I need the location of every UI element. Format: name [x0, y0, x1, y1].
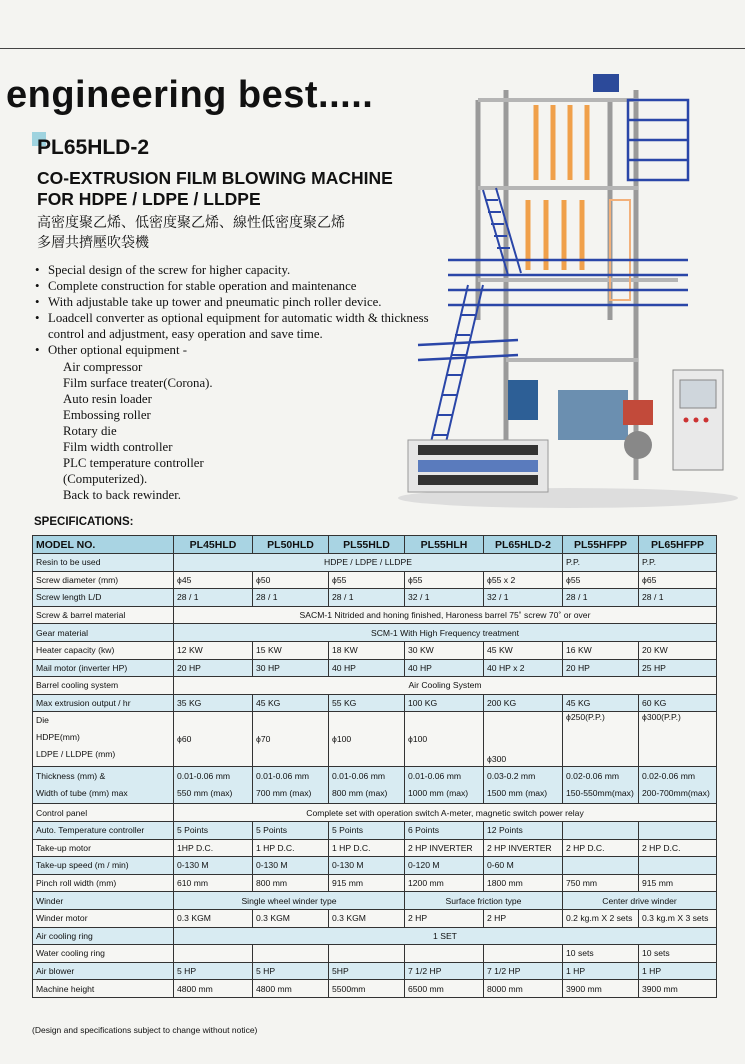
table-cell: 6 Points — [405, 821, 484, 839]
table-cell: 2 HP — [484, 909, 563, 927]
optional-equipment-group — [33, 359, 433, 504]
table-cell: Center drive winder — [563, 892, 717, 910]
table-cell: 0-130 M — [253, 857, 329, 875]
table-cell: 0-130 M — [174, 857, 253, 875]
table-cell: 35 KG — [174, 694, 253, 712]
table-cell: ϕ300 — [484, 712, 563, 767]
optional-equipment-item: Film surface treater(Corona). — [63, 375, 213, 390]
table-cell: P.P. — [563, 554, 639, 572]
table-row — [33, 589, 717, 607]
feature-item: • Loadcell converter as optional equipment for automatic width & thickness control and adjustment, easy operation and save time. — [33, 310, 433, 342]
table-cell: Surface friction type — [405, 892, 563, 910]
row-label: Barrel cooling system — [33, 677, 174, 695]
optional-equipment-item: Embossing roller — [63, 407, 151, 422]
table-cell: 7 1/2 HP — [405, 962, 484, 980]
table-cell: 100 KG — [405, 694, 484, 712]
table-cell: 7 1/2 HP — [484, 962, 563, 980]
table-cell: ϕ55 — [329, 571, 405, 589]
table-row — [33, 624, 717, 642]
table-cell: 18 KW — [329, 641, 405, 659]
row-label: Screw diameter (mm) — [33, 571, 174, 589]
table-cell — [639, 821, 717, 839]
header-model: PL55HFPP — [563, 536, 639, 554]
thickness-label: Thickness (mm) & — [36, 771, 106, 782]
table-cell: 60 KG — [639, 694, 717, 712]
table-cell: 2 HP — [405, 909, 484, 927]
feature-item: • Other optional equipment - — [33, 342, 433, 358]
table-cell: 30 KW — [405, 641, 484, 659]
table-row — [33, 554, 717, 572]
table-cell: 0.01-0.06 mm 800 mm (max) — [329, 767, 405, 804]
table-row — [33, 945, 717, 963]
model-name: PL65HLD-2 — [37, 136, 150, 159]
table-cell — [563, 857, 639, 875]
table-cell: 1 HP — [563, 962, 639, 980]
table-cell: ϕ300(P.P.) — [639, 712, 717, 767]
table-cell: 0.3 KGM — [329, 909, 405, 927]
table-row — [33, 659, 717, 677]
product-title-line1: CO-EXTRUSION FILM BLOWING MACHINE — [37, 168, 393, 188]
table-cell: 915 mm — [639, 874, 717, 892]
table-cell: 45 KG — [563, 694, 639, 712]
table-cell: ϕ55 x 2 — [484, 571, 563, 589]
table-cell — [639, 857, 717, 875]
table-cell: 0.3 KGM — [253, 909, 329, 927]
table-cell: 4800 mm — [253, 980, 329, 998]
row-label: Machine height — [33, 980, 174, 998]
table-cell: 28 / 1 — [253, 589, 329, 607]
table-cell: 0.01-0.06 mm 1000 mm (max) — [405, 767, 484, 804]
table-cell — [405, 945, 484, 963]
header-model: PL55HLH — [405, 536, 484, 554]
table-row — [33, 571, 717, 589]
row-label: Auto. Temperature controller — [33, 821, 174, 839]
table-cell: 5HP — [329, 962, 405, 980]
width-label: Width of tube (mm) max — [36, 788, 128, 799]
header-model: PL50HLD — [253, 536, 329, 554]
table-cell: 32 / 1 — [484, 589, 563, 607]
row-label: Heater capacity (kw) — [33, 641, 174, 659]
table-cell: HDPE / LDPE / LLDPE — [174, 554, 563, 572]
table-cell: 12 Points — [484, 821, 563, 839]
table-cell: 5 Points — [174, 821, 253, 839]
table-cell: 0.2 kg.m X 2 sets — [563, 909, 639, 927]
table-cell: 1800 mm — [484, 874, 563, 892]
table-cell — [174, 945, 253, 963]
table-cell: Air Cooling System — [174, 677, 717, 695]
table-cell: ϕ60 — [174, 712, 253, 767]
table-cell: 0-130 M — [329, 857, 405, 875]
table-cell: 6500 mm — [405, 980, 484, 998]
table-row — [33, 892, 717, 910]
optional-equipment-item: PLC temperature controller — [63, 456, 204, 471]
optional-equipment-item: Rotary die — [63, 423, 117, 438]
table-cell: 4800 mm — [174, 980, 253, 998]
product-title-line2: FOR HDPE / LDPE / LLDPE — [37, 189, 261, 209]
table-cell: 1 HP — [639, 962, 717, 980]
table-cell: 1HP D.C. — [174, 839, 253, 857]
table-row — [33, 927, 717, 945]
table-cell: 40 HP x 2 — [484, 659, 563, 677]
table-cell: 5500mm — [329, 980, 405, 998]
table-row — [33, 677, 717, 695]
specifications-table — [32, 535, 717, 998]
optional-equipment-item: Film width controller — [63, 440, 173, 455]
row-label: Take-up motor — [33, 839, 174, 857]
table-cell: ϕ55 — [405, 571, 484, 589]
table-cell: 28 / 1 — [174, 589, 253, 607]
table-cell: 2 HP D.C. — [639, 839, 717, 857]
table-cell: 1 HP D.C. — [253, 839, 329, 857]
optional-equipment-item: Air compressor — [63, 359, 143, 374]
optional-equipment-item: (Computerized). — [63, 472, 148, 487]
table-cell: 30 HP — [253, 659, 329, 677]
header-model-no: MODEL NO. — [33, 536, 174, 554]
table-row — [33, 909, 717, 927]
table-row — [33, 980, 717, 998]
table-cell: 28 / 1 — [639, 589, 717, 607]
table-cell: P.P. — [639, 554, 717, 572]
table-cell: 5 Points — [329, 821, 405, 839]
table-row — [33, 857, 717, 875]
feature-list — [33, 262, 433, 503]
optional-equipment-item: Back to back rewinder. — [63, 488, 181, 503]
header-model: PL55HLD — [329, 536, 405, 554]
top-rule — [0, 48, 745, 49]
machine-illustration — [388, 60, 738, 510]
row-label: Air cooling ring — [33, 927, 174, 945]
table-cell: 0.3 kg.m X 3 sets — [639, 909, 717, 927]
table-cell — [563, 821, 639, 839]
table-row — [33, 712, 717, 767]
table-cell: 750 mm — [563, 874, 639, 892]
row-label — [33, 767, 174, 804]
row-label: Water cooling ring — [33, 945, 174, 963]
row-label: Screw & barrel material — [33, 606, 174, 624]
table-cell: Complete set with operation switch A-meter, magnetic switch power relay — [174, 804, 717, 822]
table-cell: ϕ100 — [405, 712, 484, 767]
table-cell: ϕ50 — [253, 571, 329, 589]
row-label — [33, 712, 174, 767]
specifications-heading: SPECIFICATIONS: — [34, 516, 134, 528]
feature-item: • Special design of the screw for higher capacity. — [33, 262, 433, 278]
table-cell: 40 HP — [329, 659, 405, 677]
table-cell: 5 HP — [174, 962, 253, 980]
table-cell: 0.02-0.06 mm 200-700mm(max) — [639, 767, 717, 804]
table-cell: 45 KW — [484, 641, 563, 659]
chinese-title-line2: 多層共擠壓吹袋機 — [37, 234, 149, 250]
table-cell: 1 HP D.C. — [329, 839, 405, 857]
table-cell: 0-120 M — [405, 857, 484, 875]
table-cell: 0-60 M — [484, 857, 563, 875]
table-cell — [329, 945, 405, 963]
table-cell: 10 sets — [639, 945, 717, 963]
table-cell: 0.01-0.06 mm 550 mm (max) — [174, 767, 253, 804]
table-cell: 32 / 1 — [405, 589, 484, 607]
die-hdpe-label: HDPE(mm) — [36, 732, 80, 743]
feature-item: • With adjustable take up tower and pneumatic pinch roller device. — [33, 294, 433, 310]
table-cell: 55 KG — [329, 694, 405, 712]
table-cell: ϕ45 — [174, 571, 253, 589]
table-row — [33, 839, 717, 857]
table-cell: 200 KG — [484, 694, 563, 712]
die-ldpe-label: LDPE / LLDPE (mm) — [36, 749, 116, 760]
table-cell: 3900 mm — [563, 980, 639, 998]
table-cell: ϕ70 — [253, 712, 329, 767]
table-cell: 2 HP INVERTER — [484, 839, 563, 857]
table-cell: Single wheel winder type — [174, 892, 405, 910]
row-label: Air blower — [33, 962, 174, 980]
table-cell: 3900 mm — [639, 980, 717, 998]
table-cell: 5 Points — [253, 821, 329, 839]
row-label: Gear material — [33, 624, 174, 642]
footnote: (Design and specifications subject to change without notice) — [32, 1025, 258, 1035]
header-model: PL65HLD-2 — [484, 536, 563, 554]
table-cell — [484, 945, 563, 963]
row-label: Take-up speed (m / min) — [33, 857, 174, 875]
headline: engineering best..... — [6, 74, 374, 116]
table-row — [33, 641, 717, 659]
die-label: Die — [36, 715, 49, 726]
table-cell: 0.3 KGM — [174, 909, 253, 927]
row-label: Resin to be used — [33, 554, 174, 572]
table-cell: ϕ55 — [563, 571, 639, 589]
table-cell: 0.02-0.06 mm 150-550mm(max) — [563, 767, 639, 804]
row-label: Pinch roll width (mm) — [33, 874, 174, 892]
table-cell: 5 HP — [253, 962, 329, 980]
row-label: Winder motor — [33, 909, 174, 927]
table-cell: 20 HP — [563, 659, 639, 677]
table-cell: 0.01-0.06 mm 700 mm (max) — [253, 767, 329, 804]
table-cell: 15 KW — [253, 641, 329, 659]
table-row — [33, 821, 717, 839]
table-header-row — [33, 536, 717, 554]
table-cell: 28 / 1 — [563, 589, 639, 607]
row-label: Winder — [33, 892, 174, 910]
table-cell: SACM-1 Nitrided and honing finished, Haroness barrel 75˚ screw 70˚ or over — [174, 606, 717, 624]
header-model: PL65HFPP — [639, 536, 717, 554]
table-cell: 20 KW — [639, 641, 717, 659]
table-cell: 20 HP — [174, 659, 253, 677]
table-row — [33, 606, 717, 624]
table-cell: ϕ65 — [639, 571, 717, 589]
table-cell: 915 mm — [329, 874, 405, 892]
table-cell: 1200 mm — [405, 874, 484, 892]
table-cell: 800 mm — [253, 874, 329, 892]
row-label: Mail motor (inverter HP) — [33, 659, 174, 677]
table-cell: 12 KW — [174, 641, 253, 659]
table-row — [33, 767, 717, 804]
table-cell: 2 HP INVERTER — [405, 839, 484, 857]
table-cell: 8000 mm — [484, 980, 563, 998]
table-row — [33, 962, 717, 980]
row-label: Control panel — [33, 804, 174, 822]
table-cell: 40 HP — [405, 659, 484, 677]
table-cell: 610 mm — [174, 874, 253, 892]
table-cell: 25 HP — [639, 659, 717, 677]
header-model: PL45HLD — [174, 536, 253, 554]
row-label: Max extrusion output / hr — [33, 694, 174, 712]
table-cell: 1 SET — [174, 927, 717, 945]
table-row — [33, 874, 717, 892]
table-cell: 28 / 1 — [329, 589, 405, 607]
table-cell: 10 sets — [563, 945, 639, 963]
optional-equipment-item: Auto resin loader — [63, 391, 152, 406]
chinese-title-line1: 高密度聚乙烯、低密度聚乙烯、線性低密度聚乙烯 — [37, 214, 345, 230]
table-cell: 0.03-0.2 mm 1500 mm (max) — [484, 767, 563, 804]
table-cell: SCM-1 With High Frequency treatment — [174, 624, 717, 642]
table-cell: 2 HP D.C. — [563, 839, 639, 857]
table-cell: ϕ100 — [329, 712, 405, 767]
table-row — [33, 694, 717, 712]
table-cell — [253, 945, 329, 963]
table-cell: ϕ250(P.P.) — [563, 712, 639, 767]
table-cell: 45 KG — [253, 694, 329, 712]
feature-item: • Complete construction for stable operation and maintenance — [33, 278, 433, 294]
table-row — [33, 804, 717, 822]
row-label: Screw length L/D — [33, 589, 174, 607]
table-cell: 16 KW — [563, 641, 639, 659]
